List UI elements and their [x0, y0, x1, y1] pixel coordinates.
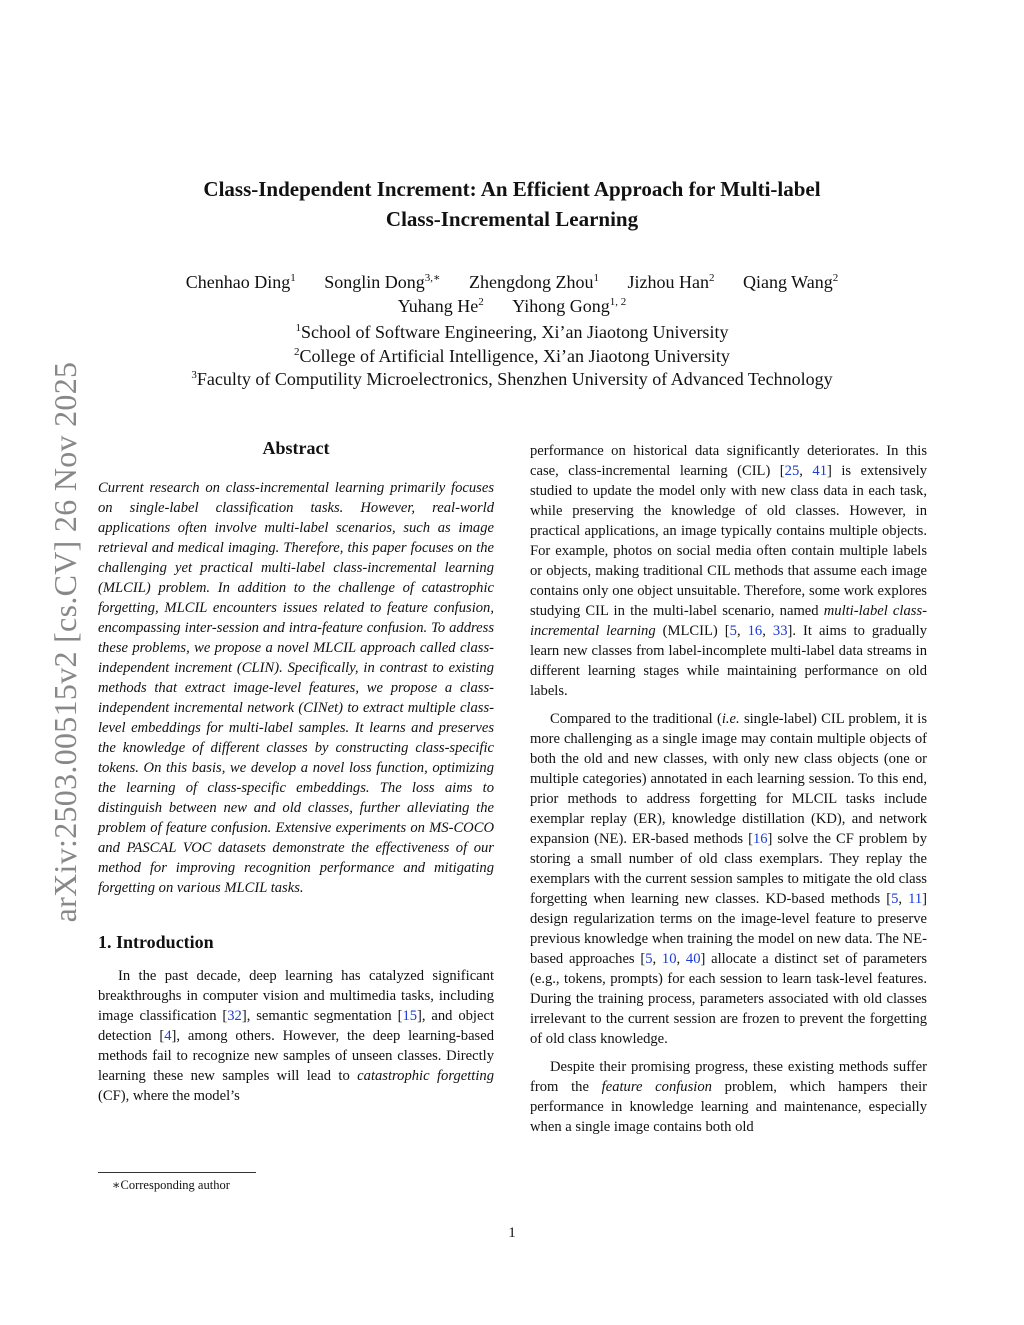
text-run: ], among others. However, the deep learning-based methods fail to recognize new samples of unseen classes. Directly learning these new samples will lead to — [98, 1028, 494, 1084]
author: Qiang Wang$^2$ — [743, 272, 839, 292]
affiliation: $^2$College of Artificial Intelligence, Xi’an Jiaotong University — [294, 345, 730, 366]
text-run: ], semantic segmentation [ — [241, 1008, 403, 1024]
citation-link[interactable]: 16 — [752, 831, 768, 847]
text-run: ], and object detection [ — [98, 1008, 494, 1044]
text-run: In the past decade, deep learning has catalyzed significant breakthroughs in computer vision and multimedia tasks, including image classification [ — [98, 968, 494, 1024]
citation-link[interactable]: 15 — [402, 1008, 418, 1024]
text-run: , — [762, 623, 773, 639]
text-run: ]. It aims to gradually learn new classes from label-incomplete multi-label data streams in different learning stages while maintaining performance on old labels. — [530, 623, 928, 699]
emphasis-text: catastrophic forgetting — [357, 1068, 494, 1084]
citation-link[interactable]: 40 — [685, 951, 701, 967]
text-run: , — [676, 951, 686, 967]
intro-paragraph-3 — [530, 1057, 927, 1137]
text-run: single-label) CIL problem, it is more challenging as a single image may contain multiple objects of both the old and new classes, with only new class objects (one or multiple categories) annotated in each learning session. To this end, prior methods to address forgetting for MLCIL tasks include exemplar replay (ER), knowledge distillation (KD), and network expansion (NE). ER-based methods [ — [530, 711, 928, 847]
intro-paragraph-1 — [98, 966, 494, 1106]
left-column — [98, 436, 494, 1106]
author: Songlin Dong$^{3,∗}$ — [324, 272, 441, 292]
author: Yihong Gong$^{1, 2}$ — [512, 296, 627, 316]
text-run: , — [898, 891, 909, 907]
citation-link[interactable]: 4 — [164, 1028, 172, 1044]
citation-link[interactable]: 5 — [891, 891, 899, 907]
citation-link[interactable]: 16 — [747, 623, 763, 639]
author-row-1 — [0, 270, 1024, 294]
text-run: performance on historical data significantly deteriorates. In this case, class-incremental learning (CIL) [ — [530, 443, 927, 479]
text-run: , — [736, 623, 748, 639]
footnote: ∗Corresponding author — [112, 1178, 230, 1192]
citation-link[interactable]: 41 — [812, 463, 827, 479]
citation-link[interactable]: 10 — [661, 951, 677, 967]
footnote-rule — [98, 1172, 256, 1173]
emphasis-text: i.e. — [721, 711, 740, 727]
paper-title — [0, 174, 1024, 234]
citation-link[interactable]: 33 — [772, 623, 788, 639]
intro-paragraph-1-continued — [530, 441, 927, 701]
author-row-2 — [0, 294, 1024, 318]
text-run: ] is extensively studied to update the model only with new class data in each task, while preserving the knowledge of old classes. However, in practical applications, an image typically contains multiple objects. For example, photos on social media often contain multiple labels or objects, making traditional CIL methods that assume each image contains only one object unsuitable. Therefore, some work explores studying CIL in the multi-label scenario, named — [530, 463, 927, 619]
text-run: , — [652, 951, 662, 967]
citation-link[interactable]: 5 — [645, 951, 653, 967]
author: Zhengdong Zhou$^1$ — [469, 272, 600, 292]
emphasis-text: feature confusion — [601, 1079, 712, 1095]
citation-link[interactable]: 32 — [227, 1008, 242, 1024]
page-number: 1 — [508, 1225, 516, 1241]
arxiv-identifier: arXiv:2503.00515v2 [cs.CV] 26 Nov 2025 — [47, 361, 83, 923]
text-run: ] solve the CF problem by storing a small number of old class exemplars. They replay the exemplars with the current session samples to mitigate the old class forgetting when learning new classes. KD-based methods [ — [530, 831, 927, 907]
citation-link[interactable]: 11 — [908, 891, 923, 907]
title-line-1: Class-Independent Increment: An Efficient Approach for Multi-label — [203, 177, 821, 201]
right-column — [530, 441, 927, 1137]
intro-paragraph-2 — [530, 709, 927, 1049]
section-heading-introduction: 1. Introduction — [98, 932, 214, 952]
emphasis-text: multi-label class-incremental learning — [530, 603, 927, 639]
text-run: ] allocate a distinct set of parameters (e.g., tokens, prompts) for each session to learn task-level features. During the training process, parameters associated with old classes irrelevant to the current session are frozen to prevent the forgetting of old class knowledge. — [530, 951, 927, 1047]
author: Chenhao Ding$^1$ — [185, 272, 296, 292]
author: Yuhang He$^2$ — [397, 296, 484, 316]
title-line-2: Class-Incremental Learning — [385, 207, 639, 231]
abstract-heading: Abstract — [262, 438, 330, 458]
text-run: , — [799, 463, 813, 479]
text-run: (CF), where the model’s — [98, 1088, 240, 1104]
citation-link[interactable]: 25 — [784, 463, 800, 479]
affiliation: $^3$Faculty of Computility Microelectronics, Shenzhen University of Advanced Technology — [191, 369, 833, 389]
author-list — [0, 270, 1024, 318]
affiliation: $^1$School of Software Engineering, Xi’an Jiaotong University — [295, 322, 729, 342]
text-run: Compared to the traditional ( — [550, 711, 722, 727]
text-run: Despite their promising progress, these existing methods suffer from the — [530, 1059, 927, 1095]
abstract-text: Current research on class-incremental learning primarily focuses on single-label classification tasks. However, real-world applications often involve multi-label scenarios, such as image retrieval and medical imaging. Therefore, this paper focuses on the challenging yet practical multi-label class-incremental learning (MLCIL) problem. In addition to the challenge of catastrophic forgetting, MLCIL encounters issues related to feature confusion, encompassing inter-session and intra-feature confusion. To address these problems, we propose a novel MLCIL approach called class-independent increment (CLIN). Specifically, in contrast to existing methods that extract image-level features, we propose a class-independent incremental network (CINet) to extract multiple class-level embeddings for multi-label samples. It learns and preserves the knowledge of different classes by constructing class-specific tokens. On this basis, we develop a novel loss function, optimizing the learning of class-specific embeddings. The loss aims to distinguish between new and old classes, further alleviating the problem of feature confusion. Extensive experiments on MS-COCO and PASCAL VOC datasets demonstrate the effectiveness of our method for improving recognition performance and mitigating forgetting on various MLCIL tasks. — [98, 480, 494, 896]
text-run: problem, which hampers their performance in knowledge learning and maintenance, especially when a single image contains both old — [530, 1079, 927, 1135]
author: Jizhou Han$^2$ — [627, 272, 715, 292]
citation-link[interactable]: 5 — [729, 623, 737, 639]
text-run: ] design regularization terms on the image-level feature to preserve previous knowledge when training the model on new data. The NE-based approaches [ — [530, 891, 927, 967]
affiliation-list — [0, 321, 1024, 392]
text-run: (MLCIL) [ — [655, 623, 730, 639]
